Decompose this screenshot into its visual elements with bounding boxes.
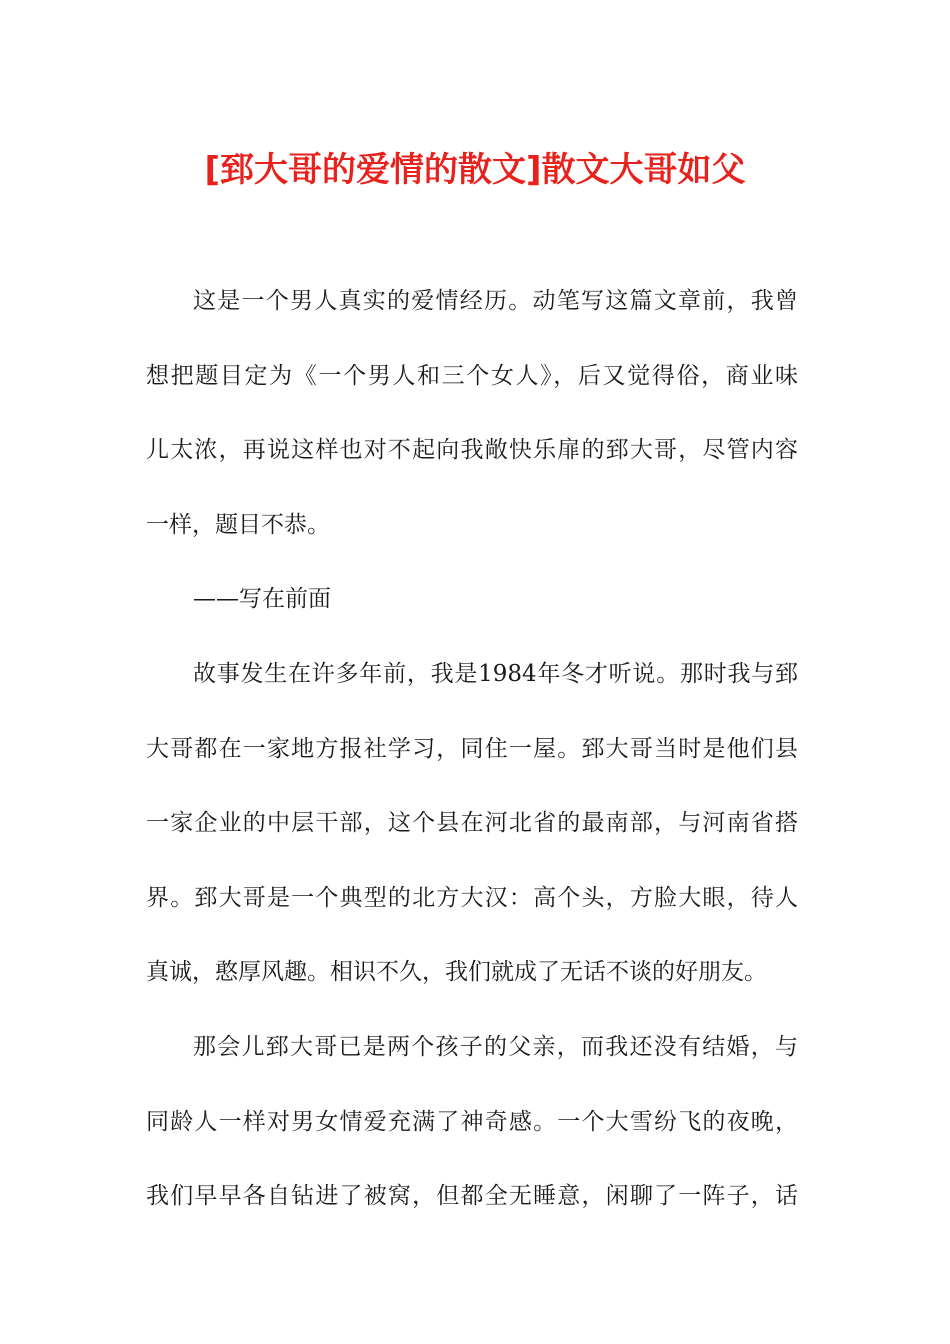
- text-line: 我们早早各自钻进了被窝，但都全无睡意，闲聊了一阵子，话: [146, 1183, 798, 1210]
- text-line: 那会儿郅大哥已是两个孩子的父亲，而我还没有结婚，与: [193, 1033, 798, 1060]
- document-body: [146, 278, 798, 1248]
- text-line: ——写在前面: [193, 586, 331, 613]
- text-line: 儿太浓，再说这样也对不起向我敞快乐扉的郅大哥，尽管内容: [146, 437, 798, 464]
- text-line: 界。郅大哥是一个典型的北方大汉：高个头，方脸大眼，待人: [146, 884, 798, 911]
- text-line: 想把题目定为《一个男人和三个女人》，后又觉得俗，商业味: [146, 362, 798, 389]
- text-line: 故事发生在许多年前，我是1984年冬才听说。那时我与郅: [193, 660, 798, 687]
- text-line: 真诚，憨厚风趣。相识不久，我们就成了无话不谈的好朋友。: [146, 959, 767, 986]
- text-line: 一家企业的中层干部，这个县在河北省的最南部，与河南省搭: [146, 810, 798, 837]
- text-line: 这是一个男人真实的爱情经历。动笔写这篇文章前，我曾: [193, 288, 798, 314]
- text-line: 大哥都在一家地方报社学习，同住一屋。郅大哥当时是他们县: [146, 735, 798, 762]
- document-title: [郅大哥的爱情的散文]散文大哥如父: [204, 150, 746, 190]
- text-line: 一样，题目不恭。: [146, 511, 330, 538]
- text-line: 同龄人一样对男女情爱充满了神奇感。一个大雪纷飞的夜晚，: [146, 1108, 798, 1135]
